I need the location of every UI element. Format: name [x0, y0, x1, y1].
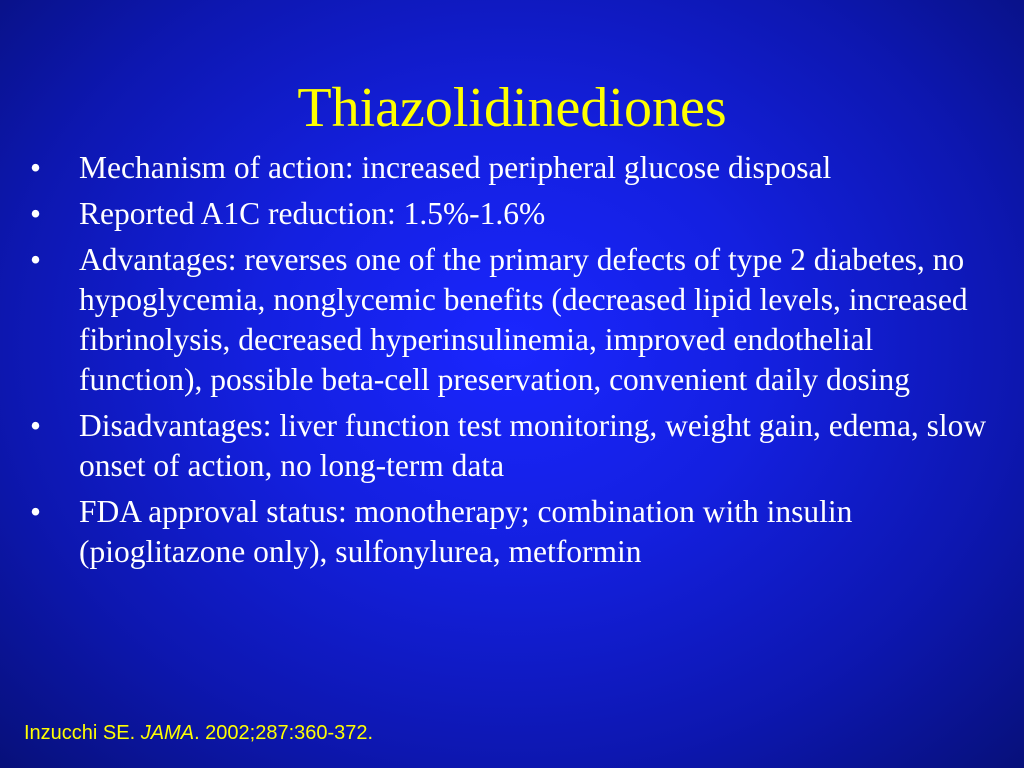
- citation: [24, 719, 373, 747]
- bullet-item-disadvantages: [30, 406, 1000, 486]
- citation-author: Inzucchi SE.: [24, 722, 141, 744]
- bullet-dot-icon: •: [30, 494, 42, 529]
- bullet-text: Mechanism of action: increased peripheral glucose disposal: [79, 150, 832, 185]
- bullet-dot-icon: •: [30, 408, 42, 443]
- bullet-item-mechanism: [30, 148, 1000, 188]
- citation-details: . 2002;287:360-372.: [194, 722, 374, 744]
- slide-title: Thiazolidinediones: [297, 77, 727, 139]
- bullet-dot-icon: •: [30, 242, 42, 277]
- bullet-text: Reported A1C reduction: 1.5%-1.6%: [79, 196, 546, 231]
- bullet-text: Disadvantages: liver function test monitoring, weight gain, edema, slow onset of action, no long-term data: [79, 408, 987, 483]
- bullet-dot-icon: •: [30, 196, 42, 231]
- bullet-item-advantages: [30, 240, 1000, 400]
- bullet-item-a1c-reduction: [30, 194, 1000, 234]
- citation-journal: JAMA: [140, 722, 195, 744]
- bullet-text: FDA approval status: monotherapy; combination with insulin (pioglitazone only), sulfonylurea, metformin: [79, 494, 853, 569]
- bullet-text: Advantages: reverses one of the primary defects of type 2 diabetes, no hypoglycemia, nonglycemic benefits (decreased lipid levels, increased fibrinolysis, decreased hyperinsulinemia, improved endothelial function), possible beta-cell preservation, convenient daily dosing: [79, 242, 968, 397]
- bullet-list: [30, 148, 1000, 578]
- bullet-item-fda-approval: [30, 492, 1000, 572]
- bullet-dot-icon: •: [30, 150, 42, 185]
